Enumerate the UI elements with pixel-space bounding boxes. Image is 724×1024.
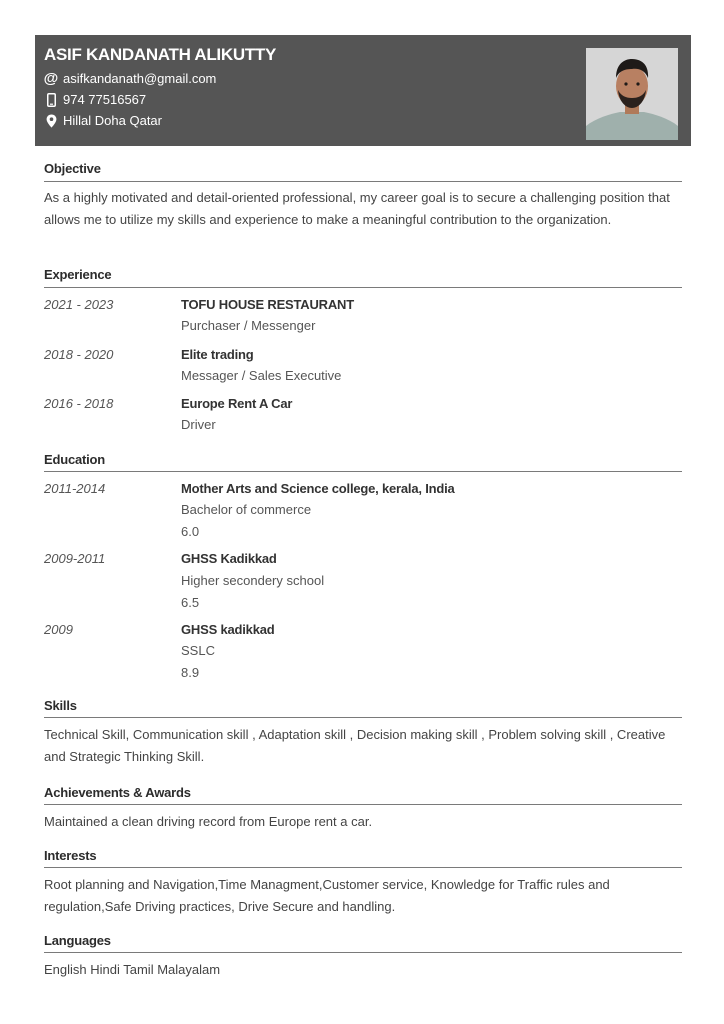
education-institution: Mother Arts and Science college, kerala, India (181, 481, 455, 496)
contact-email (43, 70, 216, 87)
section-title-languages: Languages (44, 933, 111, 948)
education-dates: 2011-2014 (44, 481, 106, 496)
candidate-name: ASIF KANDANATH ALIKUTTY (44, 45, 277, 64)
section-divider (44, 471, 682, 472)
experience-role: Messager / Sales Executive (181, 368, 342, 383)
profile-photo (586, 48, 678, 140)
address-text: Hillal Doha Qatar (63, 113, 162, 128)
section-divider (44, 952, 682, 953)
section-divider (44, 867, 682, 868)
experience-employer: Europe Rent A Car (181, 396, 293, 411)
section-title-achievements: Achievements & Awards (44, 785, 191, 800)
education-score: 6.0 (181, 524, 200, 539)
achievements-text: Maintained a clean driving record from Europe rent a car. (44, 814, 373, 829)
email-text: asifkandanath@gmail.com (63, 71, 217, 86)
map-pin-icon (43, 114, 59, 128)
contact-address (43, 113, 162, 128)
skills-text: Technical Skill, Communication skill , Adaptation skill , Decision making skill , Problem solving skill , Creative and Strategic Thinking Skill. (44, 727, 666, 764)
experience-dates: 2018 - 2020 (44, 347, 114, 362)
languages-text: English Hindi Tamil Malayalam (44, 962, 221, 977)
education-dates: 2009 (44, 622, 73, 637)
education-score: 8.9 (181, 665, 200, 680)
section-title-experience: Experience (44, 267, 112, 282)
experience-role: Purchaser / Messenger (181, 318, 316, 333)
contact-phone (43, 92, 146, 107)
section-divider (44, 804, 682, 805)
section-divider (44, 717, 682, 718)
section-divider (44, 181, 682, 182)
objective-text: As a highly motivated and detail-oriented professional, my career goal is to secure a challenging position that allows me to utilize my skills and experience to make a meaningful contribution to the organization. (44, 190, 670, 227)
at-icon: @ (43, 70, 59, 87)
education-degree: SSLC (181, 643, 215, 658)
phone-text: 974 77516567 (63, 92, 147, 107)
education-score: 6.5 (181, 595, 200, 610)
section-title-skills: Skills (44, 698, 77, 713)
section-title-interests: Interests (44, 848, 97, 863)
education-degree: Higher secondery school (181, 573, 325, 588)
experience-employer: TOFU HOUSE RESTAURANT (181, 297, 354, 312)
experience-dates: 2016 - 2018 (44, 396, 114, 411)
interests-text: Root planning and Navigation,Time Managment,Customer service, Knowledge for Traffic rules and regulation,Safe Driving practices, Drive Secure and handling. (44, 877, 610, 914)
resume-header (35, 35, 691, 146)
experience-dates: 2021 - 2023 (44, 297, 114, 312)
section-title-objective: Objective (44, 161, 101, 176)
education-institution: GHSS kadikkad (181, 622, 275, 637)
experience-employer: Elite trading (181, 347, 254, 362)
mobile-phone-icon (43, 93, 59, 107)
experience-role: Driver (181, 417, 216, 432)
section-divider (44, 287, 682, 288)
education-institution: GHSS Kadikkad (181, 551, 277, 566)
education-dates: 2009-2011 (44, 551, 106, 566)
education-degree: Bachelor of commerce (181, 502, 312, 517)
section-title-education: Education (44, 452, 106, 467)
